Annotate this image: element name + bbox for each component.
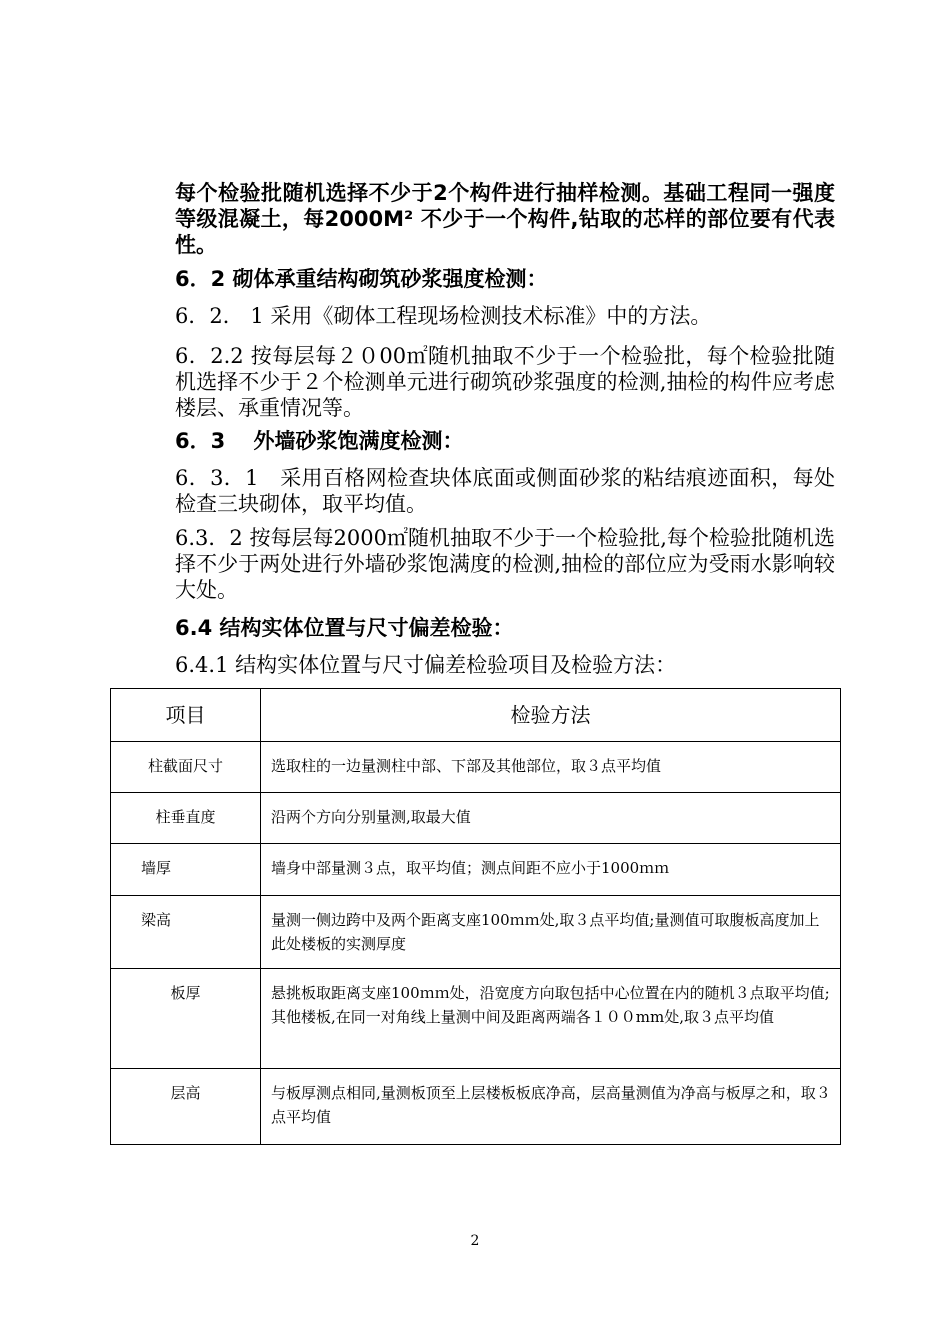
heading-6-4: 6.4 结构实体位置与尺寸偏差检验： <box>175 616 514 640</box>
table-row <box>111 793 841 844</box>
paragraph-6-3-1: 6．3．1 采用百格网检查块体底面或侧面砂浆的粘结痕迹面积，每处检查三块砌体，取平均值。 <box>175 466 835 516</box>
table-row <box>111 844 841 896</box>
table-cell-item: 柱垂直度 <box>111 793 261 844</box>
table-header-method: 检验方法 <box>261 689 841 742</box>
table-cell-method: 量测一侧边跨中及两个距离支座100ｍｍ处,取３点平均值;量测值可取腹板高度加上此处楼板的实测厚度 <box>261 896 841 969</box>
table-row <box>111 1069 841 1145</box>
table-header-row <box>111 689 841 742</box>
paragraph-6-2-1: 6．2． 1 采用《砌体工程现场检测技术标准》中的方法。 <box>175 304 712 328</box>
table-cell-item: 层高 <box>111 1069 261 1145</box>
table-cell-method: 与板厚测点相同,量测板顶至上层楼板板底净高，层高量测值为净高与板厚之和，取３点平均值 <box>261 1069 841 1145</box>
paragraph-6-4-1: 6.4.1 结构实体位置与尺寸偏差检验项目及检验方法： <box>175 653 677 677</box>
table-cell-item: 柱截面尺寸 <box>111 742 261 793</box>
heading-6-3: 6．3 外墙砂浆饱满度检测： <box>175 429 464 453</box>
paragraph-6-3-2: 6.3．2 按每层每2000㎡随机抽取不少于一个检验批,每个检验批随机选择不少于两处进行外墙砂浆饱满度的检测,抽检的部位应为受雨水影响较大处。 <box>175 526 835 602</box>
page-number: 2 <box>470 1233 480 1249</box>
table-header-item: 项目 <box>111 689 261 742</box>
table-row <box>111 742 841 793</box>
inspection-table <box>110 688 841 1145</box>
table-cell-method: 墙身中部量测３点，取平均值；测点间距不应小于1000ｍｍ <box>261 844 841 896</box>
heading-6-2: 6．2 砌体承重结构砌筑砂浆强度检测： <box>175 267 548 291</box>
table-cell-item: 墙厚 <box>111 844 261 896</box>
table-cell-item: 梁高 <box>111 896 261 969</box>
table-row <box>111 969 841 1069</box>
table-cell-method: 选取柱的一边量测柱中部、下部及其他部位，取３点平均值 <box>261 742 841 793</box>
paragraph-6-2-2: 6．2.2 按每层每２０00㎡随机抽取不少于一个检验批，每个检验批随机选择不少于２个检测单元进行砌筑砂浆强度的检测,抽检的构件应考虑楼层、承重情况等。 <box>175 344 835 420</box>
table-row <box>111 896 841 969</box>
table-cell-method: 沿两个方向分别量测,取最大值 <box>261 793 841 844</box>
table-cell-item: 板厚 <box>111 969 261 1069</box>
paragraph-sampling: 每个检验批随机选择不少于2个构件进行抽样检测。基础工程同一强度等级混凝土，每2000M² 不少于一个构件,钻取的芯样的部位要有代表性。 <box>175 181 835 257</box>
table-cell-method: 悬挑板取距离支座100ｍｍ处，沿宽度方向取包括中心位置在内的随机３点取平均值;其他楼板,在同一对角线上量测中间及距离两端各１００mm处,取３点平均值 <box>261 969 841 1069</box>
